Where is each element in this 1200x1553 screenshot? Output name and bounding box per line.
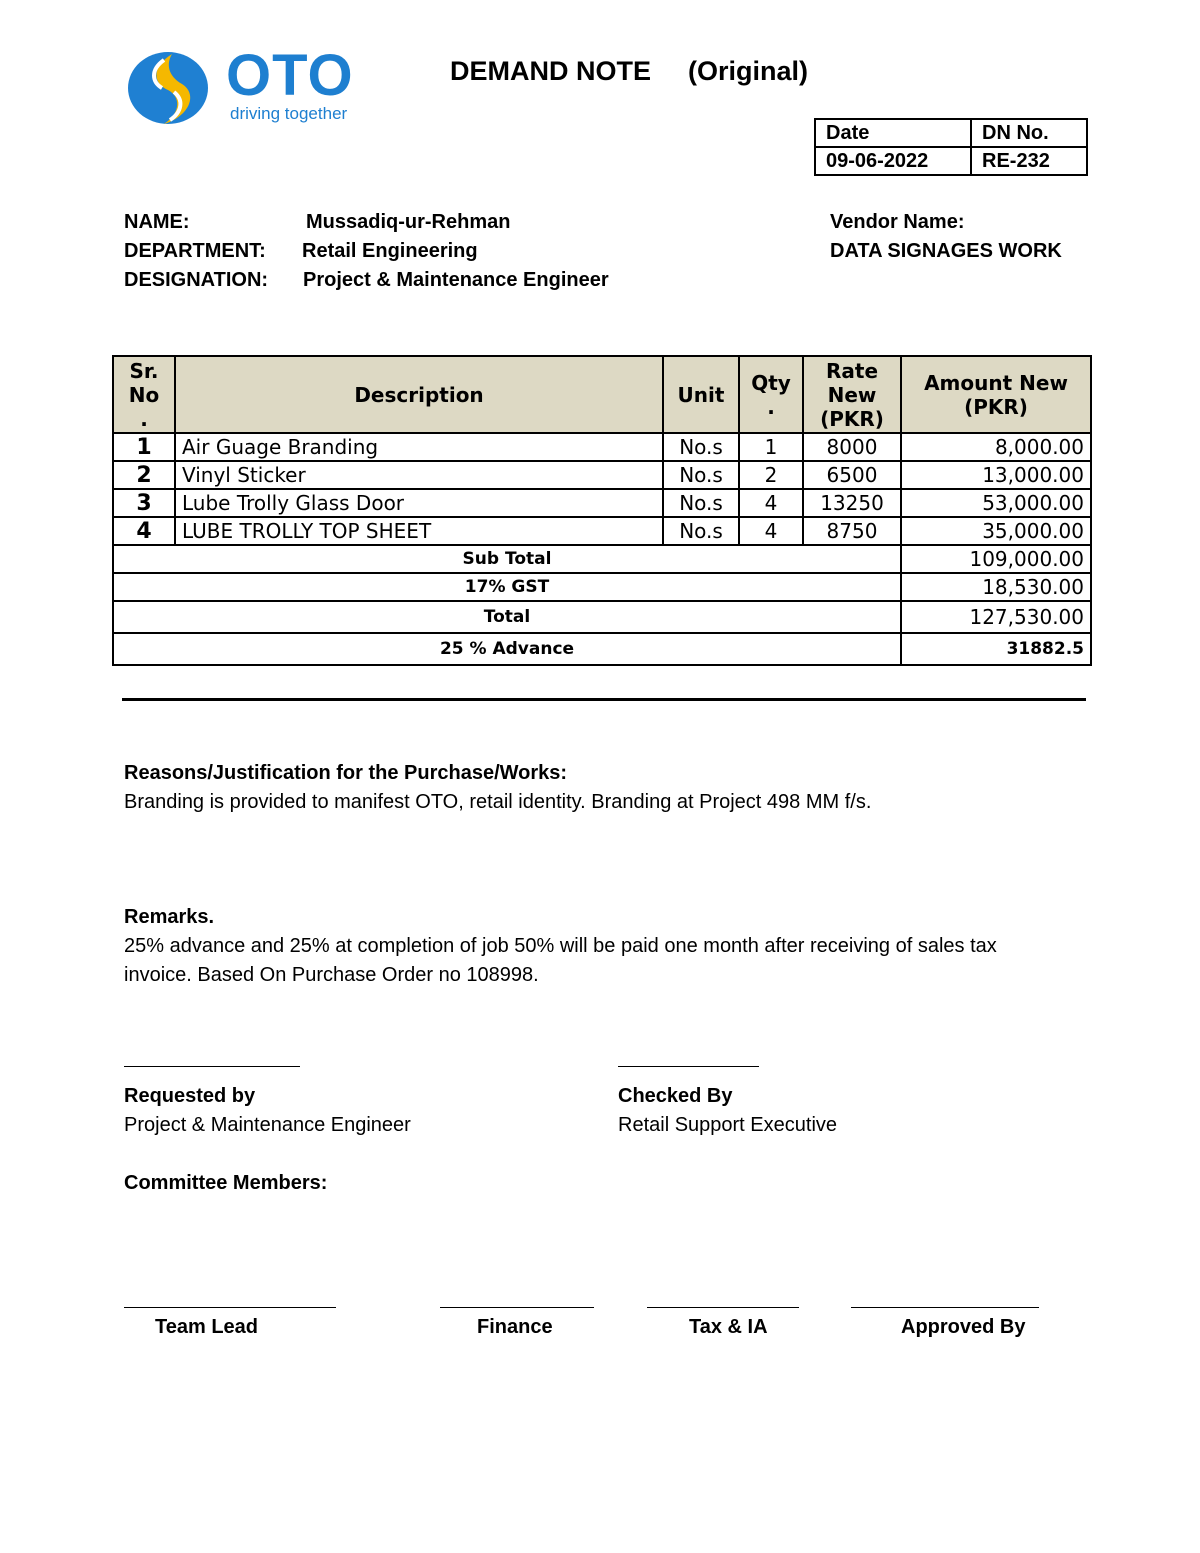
team-lead-signature-line	[124, 1307, 336, 1308]
document-title-suffix: (Original)	[688, 56, 808, 86]
vendor-label: Vendor Name:	[830, 211, 965, 233]
cell-amount: 13,000.00	[901, 461, 1091, 489]
header-amount-line: (PKR)	[964, 394, 1028, 419]
header-description: Description	[175, 356, 663, 433]
header-sr-no	[113, 356, 175, 433]
header-sr-line: Sr.	[129, 358, 159, 383]
subtotal-value: 109,000.00	[901, 545, 1091, 573]
document-title: DEMAND NOTE	[450, 56, 651, 86]
requested-signature-line	[124, 1066, 300, 1067]
tax-ia-label: Tax & IA	[689, 1316, 768, 1338]
header-amount	[901, 356, 1091, 433]
cell-sr: 4	[113, 517, 175, 545]
header-rate	[803, 356, 901, 433]
header-qty-line: .	[767, 394, 775, 419]
total-label: Total	[113, 601, 901, 633]
header-unit: Unit	[663, 356, 739, 433]
date-dn-table	[814, 118, 1088, 176]
cell-description: Vinyl Sticker	[175, 461, 663, 489]
section-divider	[122, 698, 1086, 701]
approved-by-label: Approved By	[901, 1316, 1026, 1338]
checked-signature-line	[618, 1066, 759, 1067]
oto-logo	[120, 43, 380, 130]
requested-by-label: Requested by	[124, 1085, 256, 1107]
reasons-label: Reasons/Justification for the Purchase/Works:	[124, 762, 568, 784]
header-amount-line: Amount New	[924, 370, 1068, 395]
remarks-line-1: 25% advance and 25% at completion of job 50% will be paid one month after receiving of sales tax	[124, 935, 997, 957]
cell-qty: 4	[739, 517, 803, 545]
items-table	[112, 355, 1092, 666]
header-qty	[739, 356, 803, 433]
tax-signature-line	[647, 1307, 799, 1308]
cell-description: Lube Trolly Glass Door	[175, 489, 663, 517]
table-row	[113, 489, 1091, 517]
gst-row	[113, 573, 1091, 601]
advance-label: 25 % Advance	[113, 633, 901, 665]
advance-row	[113, 633, 1091, 665]
name-value: Mussadiq-ur-Rehman	[306, 211, 511, 233]
committee-label: Committee Members:	[124, 1172, 328, 1194]
date-value: 09-06-2022	[815, 147, 971, 175]
cell-amount: 8,000.00	[901, 433, 1091, 461]
designation-label: DESIGNATION:	[124, 269, 269, 291]
cell-amount: 53,000.00	[901, 489, 1091, 517]
reasons-text: Branding is provided to manifest OTO, retail identity. Branding at Project 498 MM f/s.	[124, 791, 872, 813]
department-label: DEPARTMENT:	[124, 240, 266, 262]
checked-by-label: Checked By	[618, 1085, 733, 1107]
cell-sr: 1	[113, 433, 175, 461]
vendor-value: DATA SIGNAGES WORK	[830, 240, 1062, 262]
gst-value: 18,530.00	[901, 573, 1091, 601]
cell-description: Air Guage Branding	[175, 433, 663, 461]
cell-unit: No.s	[663, 433, 739, 461]
remarks-label: Remarks.	[124, 906, 215, 928]
total-row	[113, 601, 1091, 633]
header-qty-line: Qty	[751, 370, 791, 395]
table-row	[113, 433, 1091, 461]
finance-label: Finance	[477, 1316, 553, 1338]
cell-qty: 2	[739, 461, 803, 489]
subtotal-label: Sub Total	[113, 545, 901, 573]
cell-unit: No.s	[663, 517, 739, 545]
checked-by-role: Retail Support Executive	[618, 1114, 838, 1136]
cell-sr: 3	[113, 489, 175, 517]
subtotal-row	[113, 545, 1091, 573]
header-rate-line: (PKR)	[820, 406, 884, 431]
header-sr-line: .	[140, 406, 148, 431]
department-value: Retail Engineering	[302, 240, 478, 262]
cell-rate: 13250	[803, 489, 901, 517]
cell-rate: 8750	[803, 517, 901, 545]
cell-rate: 8000	[803, 433, 901, 461]
header-rate-line: New	[827, 382, 877, 407]
team-lead-label: Team Lead	[155, 1316, 258, 1338]
table-row	[113, 461, 1091, 489]
header-rate-line: Rate	[825, 358, 879, 383]
dn-value: RE-232	[971, 147, 1087, 175]
cell-sr: 2	[113, 461, 175, 489]
total-value: 127,530.00	[901, 601, 1091, 633]
approved-signature-line	[851, 1307, 1039, 1308]
table-row	[113, 517, 1091, 545]
requested-by-role: Project & Maintenance Engineer	[124, 1114, 411, 1136]
dn-label: DN No.	[971, 119, 1087, 147]
advance-value: 31882.5	[901, 633, 1091, 665]
designation-value: Project & Maintenance Engineer	[303, 269, 609, 291]
date-label: Date	[815, 119, 971, 147]
cell-unit: No.s	[663, 489, 739, 517]
logo-wordmark: OTO	[226, 43, 354, 108]
finance-signature-line	[440, 1307, 594, 1308]
header-sr-line: No	[128, 382, 160, 407]
remarks-line-2: invoice. Based On Purchase Order no 108998.	[124, 964, 539, 986]
logo-tagline: driving together	[230, 104, 348, 123]
table-header-row	[113, 356, 1091, 433]
cell-rate: 6500	[803, 461, 901, 489]
cell-unit: No.s	[663, 461, 739, 489]
gst-label: 17% GST	[113, 573, 901, 601]
cell-description: LUBE TROLLY TOP SHEET	[175, 517, 663, 545]
cell-qty: 4	[739, 489, 803, 517]
name-label: NAME:	[124, 211, 190, 233]
cell-amount: 35,000.00	[901, 517, 1091, 545]
cell-qty: 1	[739, 433, 803, 461]
